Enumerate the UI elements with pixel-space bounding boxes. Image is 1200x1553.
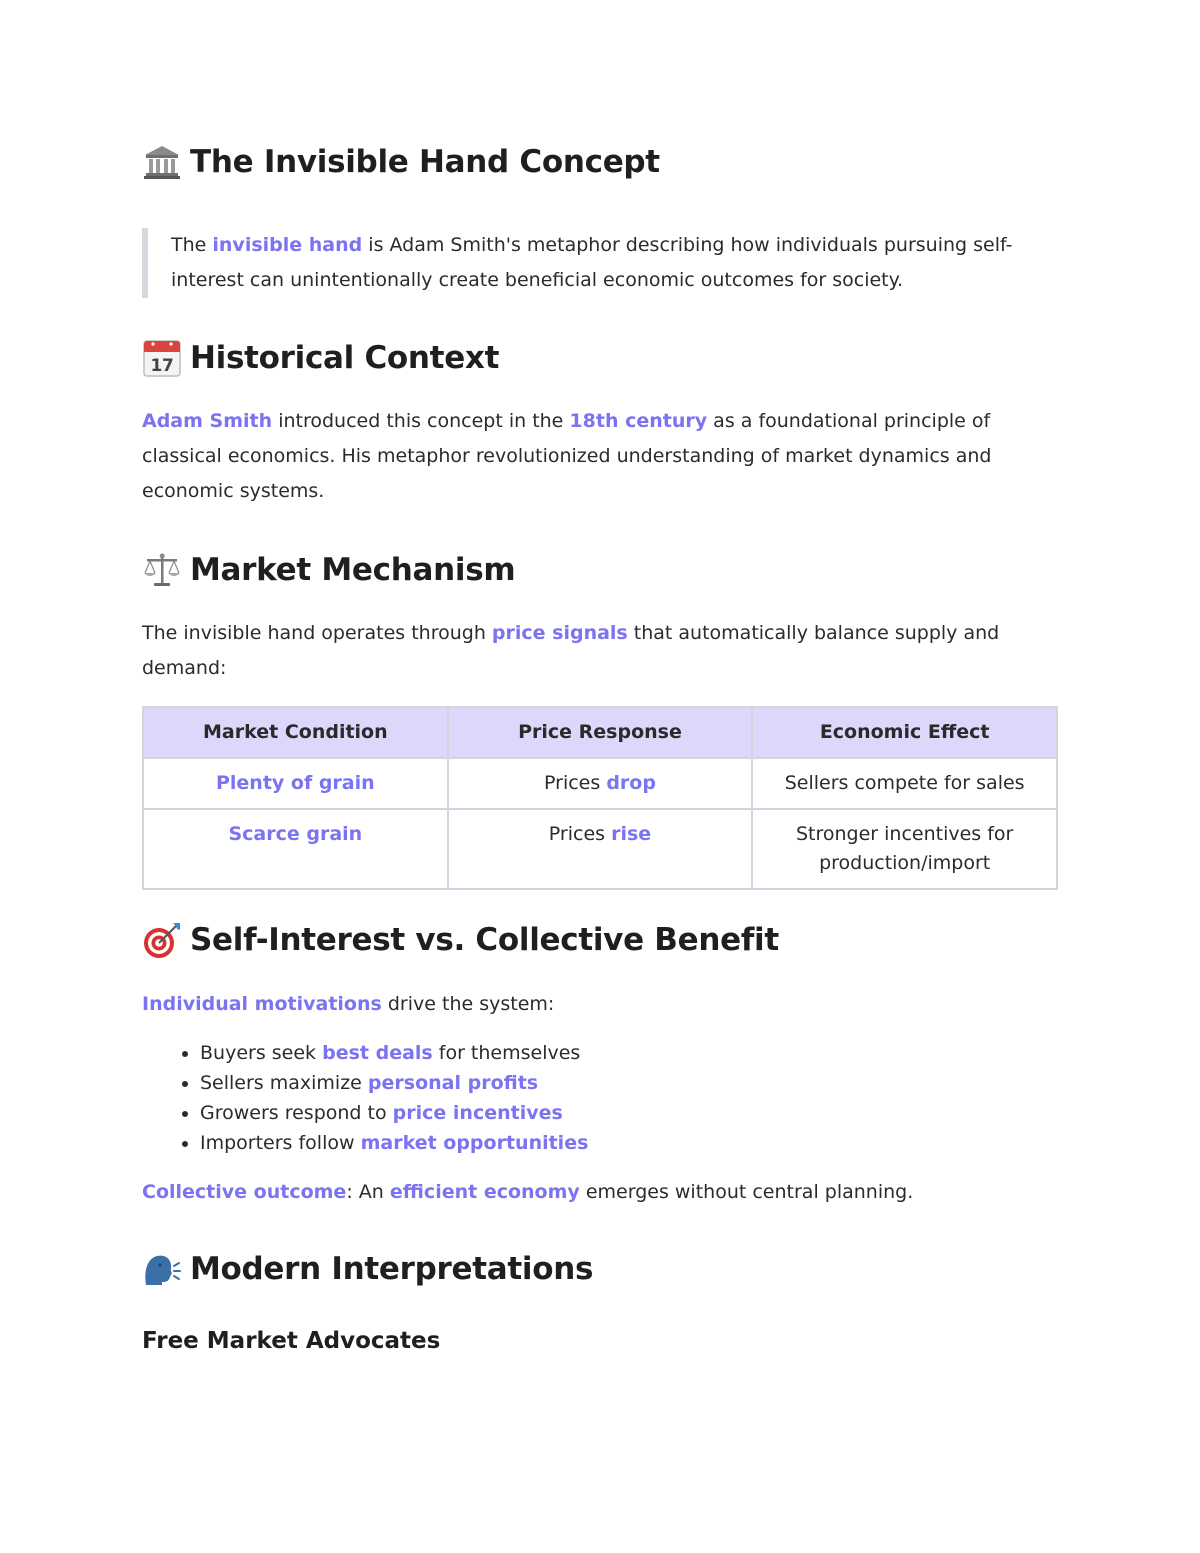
text-segment: The invisible hand operates through	[142, 622, 492, 644]
text-segment: Importers follow	[200, 1132, 361, 1154]
text-segment: that automatically balance supply and demand:	[142, 622, 1000, 679]
calendar-icon	[142, 338, 182, 378]
historical-paragraph	[142, 404, 1058, 509]
calendar-day-label: 17	[150, 356, 174, 376]
cell-price-response	[448, 758, 753, 809]
text-segment: for themselves	[432, 1042, 581, 1064]
direct-hit-target-icon	[142, 920, 182, 960]
heading-text: Market Mechanism	[190, 552, 516, 588]
classical-building-icon	[142, 142, 182, 182]
highlight-adam-smith: Adam Smith	[142, 410, 273, 432]
heading-market-mechanism	[142, 550, 515, 590]
cell-economic-effect: Stronger incentives for production/import	[752, 809, 1057, 889]
table-row	[143, 809, 1057, 889]
table-header-row	[143, 707, 1057, 758]
text-segment: Buyers seek	[200, 1042, 323, 1064]
highlight-invisible-hand: invisible hand	[212, 234, 363, 256]
text-segment: : An	[346, 1181, 390, 1203]
cell-market-condition: Scarce grain	[143, 809, 448, 889]
text-segment: emerges without central planning.	[579, 1181, 914, 1203]
highlight-price-change: rise	[611, 823, 652, 845]
list-item	[200, 1068, 1100, 1098]
text-segment: Prices	[548, 823, 612, 845]
text-segment: is Adam Smith's metaphor describing how individuals pursuing self-interest can unintentionally create beneficial economic outcomes for society.	[171, 234, 1013, 291]
self-interest-intro	[142, 987, 1058, 1022]
text-segment: introduced this concept in the	[272, 410, 570, 432]
cell-market-condition: Plenty of grain	[143, 758, 448, 809]
highlight-18th-century: 18th century	[569, 410, 708, 432]
heading-modern-interpretations	[142, 1249, 593, 1289]
list-highlight: market opportunities	[360, 1132, 589, 1154]
heading-text: Modern Interpretations	[190, 1251, 594, 1287]
cell-economic-effect: Sellers compete for sales	[752, 758, 1057, 809]
heading-text: Historical Context	[190, 340, 500, 376]
list-item	[200, 1128, 1100, 1158]
text-segment: drive the system:	[381, 993, 555, 1015]
market-mechanism-table	[142, 706, 1058, 890]
balance-scale-icon	[142, 550, 182, 590]
highlight-efficient-economy: efficient economy	[389, 1181, 580, 1203]
text-segment: Sellers maximize	[200, 1072, 368, 1094]
heading-text: Self-Interest vs. Collective Benefit	[190, 922, 779, 958]
definition-blockquote	[142, 228, 1058, 298]
text-segment: The	[171, 234, 213, 256]
definition-text	[171, 228, 1058, 298]
cell-price-response	[448, 809, 753, 889]
column-header-economic-effect: Economic Effect	[752, 707, 1057, 758]
collective-outcome-paragraph	[142, 1175, 1058, 1210]
column-header-market-condition: Market Condition	[143, 707, 448, 758]
highlight-price-change: drop	[606, 772, 656, 794]
subheading-free-market-advocates: Free Market Advocates	[142, 1328, 441, 1354]
market-intro-paragraph	[142, 616, 1058, 686]
heading-text: The Invisible Hand Concept	[190, 144, 660, 180]
list-highlight: best deals	[322, 1042, 433, 1064]
list-item	[200, 1038, 1100, 1068]
highlight-collective-outcome: Collective outcome	[142, 1181, 347, 1203]
heading-historical-context	[142, 338, 499, 378]
highlight-individual-motivations: Individual motivations	[142, 993, 382, 1015]
list-item	[200, 1098, 1100, 1128]
text-segment: as a foundational principle of classical economics. His metaphor revolutionized understanding of market dynamics and economic systems.	[142, 410, 992, 502]
heading-invisible-hand	[142, 142, 660, 182]
speaking-head-icon	[142, 1249, 182, 1289]
text-segment: Growers respond to	[200, 1102, 393, 1124]
motivations-list	[142, 1038, 1100, 1158]
table-row	[143, 758, 1057, 809]
text-segment: Prices	[544, 772, 607, 794]
column-header-price-response: Price Response	[448, 707, 753, 758]
list-highlight: price incentives	[392, 1102, 563, 1124]
highlight-price-signals: price signals	[491, 622, 628, 644]
list-highlight: personal profits	[367, 1072, 539, 1094]
heading-self-interest	[142, 920, 779, 960]
